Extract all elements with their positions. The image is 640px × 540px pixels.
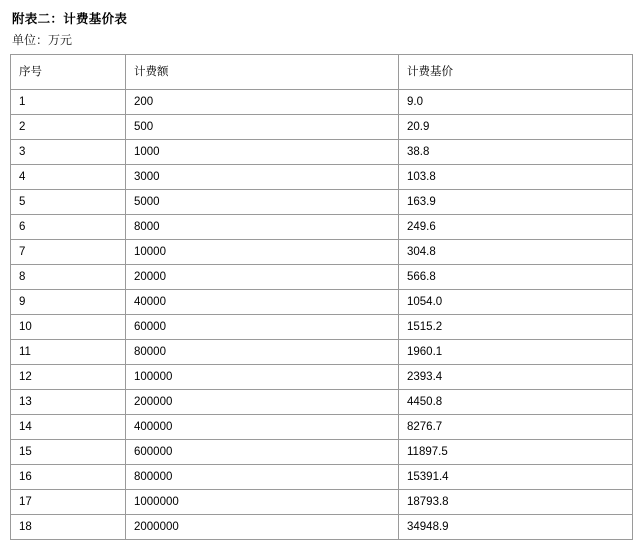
cell-fee-amount: 600000 [126, 440, 399, 465]
cell-base-price: 20.9 [399, 115, 633, 140]
unit-note: 单位：万元 [12, 33, 73, 47]
table-row [11, 240, 633, 265]
cell-base-price: 11897.5 [399, 440, 633, 465]
cell-base-price: 9.0 [399, 90, 633, 115]
cell-fee-amount: 20000 [126, 265, 399, 290]
cell-fee-amount: 400000 [126, 415, 399, 440]
cell-index: 11 [11, 340, 126, 365]
table-row [11, 140, 633, 165]
table-row [11, 265, 633, 290]
cell-index: 9 [11, 290, 126, 315]
cell-fee-amount: 10000 [126, 240, 399, 265]
table-row [11, 515, 633, 540]
cell-base-price: 8276.7 [399, 415, 633, 440]
cell-index: 7 [11, 240, 126, 265]
table-row [11, 340, 633, 365]
cell-base-price: 1515.2 [399, 315, 633, 340]
table-row [11, 415, 633, 440]
table-header [11, 55, 633, 90]
cell-index: 3 [11, 140, 126, 165]
cell-index: 13 [11, 390, 126, 415]
cell-base-price: 2393.4 [399, 365, 633, 390]
cell-index: 4 [11, 165, 126, 190]
cell-fee-amount: 200 [126, 90, 399, 115]
table-row [11, 490, 633, 515]
cell-fee-amount: 800000 [126, 465, 399, 490]
cell-fee-amount: 60000 [126, 315, 399, 340]
cell-index: 8 [11, 265, 126, 290]
cell-base-price: 34948.9 [399, 515, 633, 540]
table-row [11, 190, 633, 215]
cell-base-price: 1960.1 [399, 340, 633, 365]
cell-index: 16 [11, 465, 126, 490]
cell-fee-amount: 2000000 [126, 515, 399, 540]
cell-base-price: 38.8 [399, 140, 633, 165]
table-row [11, 290, 633, 315]
cell-base-price: 1054.0 [399, 290, 633, 315]
cell-index: 10 [11, 315, 126, 340]
column-header-fee-amount: 计费额 [126, 55, 399, 90]
cell-index: 1 [11, 90, 126, 115]
cell-index: 18 [11, 515, 126, 540]
table-row [11, 440, 633, 465]
cell-fee-amount: 100000 [126, 365, 399, 390]
cell-fee-amount: 3000 [126, 165, 399, 190]
fee-base-price-table [10, 54, 633, 540]
table-row [11, 315, 633, 340]
cell-fee-amount: 1000000 [126, 490, 399, 515]
cell-fee-amount: 5000 [126, 190, 399, 215]
cell-fee-amount: 40000 [126, 290, 399, 315]
table-row [11, 215, 633, 240]
cell-base-price: 304.8 [399, 240, 633, 265]
column-header-index: 序号 [11, 55, 126, 90]
table-row [11, 365, 633, 390]
cell-base-price: 18793.8 [399, 490, 633, 515]
cell-base-price: 566.8 [399, 265, 633, 290]
cell-index: 5 [11, 190, 126, 215]
cell-index: 15 [11, 440, 126, 465]
cell-fee-amount: 500 [126, 115, 399, 140]
table-row [11, 390, 633, 415]
cell-fee-amount: 1000 [126, 140, 399, 165]
page-title: 附表二：计费基价表 [12, 12, 128, 26]
cell-base-price: 249.6 [399, 215, 633, 240]
table-row [11, 465, 633, 490]
table-header-row [11, 55, 633, 90]
cell-index: 12 [11, 365, 126, 390]
cell-base-price: 15391.4 [399, 465, 633, 490]
column-header-base-price: 计费基价 [399, 55, 633, 90]
cell-base-price: 103.8 [399, 165, 633, 190]
table-row [11, 90, 633, 115]
cell-base-price: 163.9 [399, 190, 633, 215]
table-row [11, 165, 633, 190]
table-row [11, 115, 633, 140]
cell-index: 17 [11, 490, 126, 515]
cell-fee-amount: 8000 [126, 215, 399, 240]
cell-index: 6 [11, 215, 126, 240]
cell-fee-amount: 80000 [126, 340, 399, 365]
cell-fee-amount: 200000 [126, 390, 399, 415]
cell-index: 14 [11, 415, 126, 440]
cell-base-price: 4450.8 [399, 390, 633, 415]
cell-index: 2 [11, 115, 126, 140]
table-body [11, 90, 633, 540]
